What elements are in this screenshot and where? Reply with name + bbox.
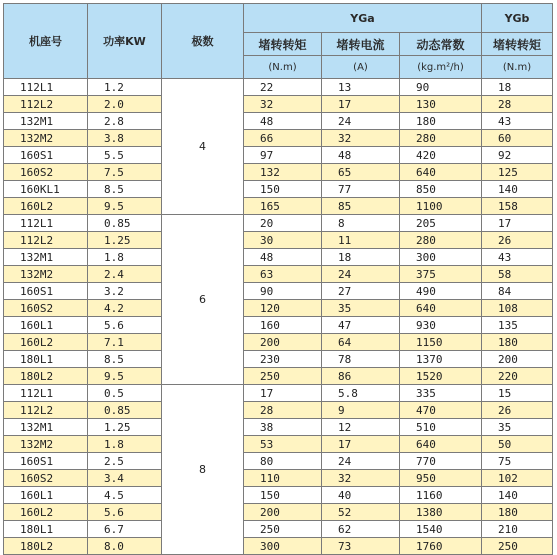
cell-locked-current: 18 — [322, 249, 400, 266]
cell-inertia: 1520 — [400, 368, 482, 385]
cell-locked-torque: 97 — [244, 147, 322, 164]
table-row — [4, 504, 553, 521]
table-row — [4, 521, 553, 538]
cell-locked-torque-b: 108 — [482, 300, 553, 317]
cell-locked-torque: 38 — [244, 419, 322, 436]
header-locked-torque: 堵转转矩 — [244, 33, 322, 56]
table-row — [4, 419, 553, 436]
cell-power: 2.8 — [88, 113, 162, 130]
cell-power: 5.6 — [88, 504, 162, 521]
table-row — [4, 79, 553, 96]
cell-locked-current: 47 — [322, 317, 400, 334]
cell-power: 1.8 — [88, 436, 162, 453]
cell-frame: 160S2 — [4, 470, 88, 487]
cell-locked-torque: 165 — [244, 198, 322, 215]
cell-locked-torque: 48 — [244, 113, 322, 130]
cell-locked-torque-b: 35 — [482, 419, 553, 436]
cell-locked-torque: 110 — [244, 470, 322, 487]
cell-locked-torque-b: 210 — [482, 521, 553, 538]
cell-frame: 112L1 — [4, 385, 88, 402]
cell-inertia: 1540 — [400, 521, 482, 538]
cell-locked-current: 48 — [322, 147, 400, 164]
cell-locked-torque-b: 180 — [482, 504, 553, 521]
unit-inertia: (kg.m²/h) — [400, 56, 482, 79]
cell-frame: 132M2 — [4, 436, 88, 453]
cell-locked-torque-b: 17 — [482, 215, 553, 232]
cell-locked-torque: 66 — [244, 130, 322, 147]
cell-inertia: 770 — [400, 453, 482, 470]
cell-inertia: 1160 — [400, 487, 482, 504]
table-row — [4, 436, 553, 453]
cell-power: 0.85 — [88, 402, 162, 419]
spec-table-container — [3, 3, 553, 555]
motor-spec-table — [3, 3, 553, 555]
cell-inertia: 640 — [400, 436, 482, 453]
cell-inertia: 930 — [400, 317, 482, 334]
cell-locked-torque: 150 — [244, 487, 322, 504]
cell-inertia: 280 — [400, 232, 482, 249]
table-row — [4, 453, 553, 470]
cell-locked-current: 32 — [322, 130, 400, 147]
cell-locked-torque-b: 92 — [482, 147, 553, 164]
cell-frame: 112L2 — [4, 96, 88, 113]
cell-locked-torque-b: 250 — [482, 538, 553, 555]
table-row — [4, 181, 553, 198]
table-row — [4, 96, 553, 113]
cell-locked-torque-b: 43 — [482, 249, 553, 266]
table-row — [4, 130, 553, 147]
cell-locked-torque-b: 43 — [482, 113, 553, 130]
cell-locked-torque-b: 102 — [482, 470, 553, 487]
table-row — [4, 283, 553, 300]
cell-power: 0.85 — [88, 215, 162, 232]
table-row — [4, 147, 553, 164]
cell-locked-current: 35 — [322, 300, 400, 317]
cell-locked-current: 62 — [322, 521, 400, 538]
cell-frame: 132M2 — [4, 266, 88, 283]
cell-inertia: 490 — [400, 283, 482, 300]
table-row — [4, 317, 553, 334]
cell-locked-torque-b: 158 — [482, 198, 553, 215]
cell-locked-torque-b: 18 — [482, 79, 553, 96]
cell-power: 3.2 — [88, 283, 162, 300]
header-locked-current: 堵转电流 — [322, 33, 400, 56]
cell-locked-torque-b: 75 — [482, 453, 553, 470]
cell-locked-torque: 28 — [244, 402, 322, 419]
cell-inertia: 1150 — [400, 334, 482, 351]
cell-locked-current: 65 — [322, 164, 400, 181]
cell-locked-torque: 80 — [244, 453, 322, 470]
cell-inertia: 1380 — [400, 504, 482, 521]
cell-locked-torque-b: 58 — [482, 266, 553, 283]
cell-frame: 180L2 — [4, 538, 88, 555]
cell-inertia: 280 — [400, 130, 482, 147]
table-row — [4, 538, 553, 555]
cell-power: 5.6 — [88, 317, 162, 334]
table-row — [4, 215, 553, 232]
cell-power: 1.8 — [88, 249, 162, 266]
cell-frame: 160S2 — [4, 164, 88, 181]
cell-frame: 160S1 — [4, 453, 88, 470]
cell-locked-current: 85 — [322, 198, 400, 215]
cell-power: 3.4 — [88, 470, 162, 487]
cell-frame: 160L1 — [4, 487, 88, 504]
cell-locked-torque-b: 60 — [482, 130, 553, 147]
cell-frame: 132M1 — [4, 419, 88, 436]
cell-frame: 132M2 — [4, 130, 88, 147]
cell-locked-torque: 17 — [244, 385, 322, 402]
cell-locked-current: 77 — [322, 181, 400, 198]
cell-inertia: 850 — [400, 181, 482, 198]
cell-frame: 160L2 — [4, 198, 88, 215]
table-row — [4, 402, 553, 419]
cell-inertia: 180 — [400, 113, 482, 130]
cell-locked-torque-b: 135 — [482, 317, 553, 334]
cell-locked-torque-b: 140 — [482, 181, 553, 198]
cell-inertia: 420 — [400, 147, 482, 164]
table-row — [4, 198, 553, 215]
unit-torque: (N.m) — [244, 56, 322, 79]
cell-locked-current: 13 — [322, 79, 400, 96]
cell-locked-torque: 30 — [244, 232, 322, 249]
cell-locked-torque: 132 — [244, 164, 322, 181]
cell-locked-current: 9 — [322, 402, 400, 419]
cell-locked-torque: 20 — [244, 215, 322, 232]
cell-locked-current: 11 — [322, 232, 400, 249]
cell-frame: 180L2 — [4, 368, 88, 385]
cell-locked-torque: 63 — [244, 266, 322, 283]
cell-power: 8.0 — [88, 538, 162, 555]
table-row — [4, 300, 553, 317]
table-row — [4, 487, 553, 504]
cell-power: 0.5 — [88, 385, 162, 402]
cell-locked-torque-b: 50 — [482, 436, 553, 453]
table-row — [4, 113, 553, 130]
cell-locked-current: 12 — [322, 419, 400, 436]
header-power: 功率KW — [88, 4, 162, 79]
table-row — [4, 368, 553, 385]
cell-locked-torque-b: 15 — [482, 385, 553, 402]
cell-locked-current: 17 — [322, 436, 400, 453]
cell-locked-current: 8 — [322, 215, 400, 232]
table-row — [4, 334, 553, 351]
cell-power: 1.25 — [88, 232, 162, 249]
cell-locked-current: 73 — [322, 538, 400, 555]
cell-frame: 160KL1 — [4, 181, 88, 198]
cell-locked-torque-b: 28 — [482, 96, 553, 113]
cell-locked-torque: 22 — [244, 79, 322, 96]
cell-locked-torque: 250 — [244, 521, 322, 538]
header-inertia: 动态常数 — [400, 33, 482, 56]
cell-frame: 160S1 — [4, 147, 88, 164]
cell-locked-torque-b: 220 — [482, 368, 553, 385]
cell-inertia: 1760 — [400, 538, 482, 555]
cell-locked-torque: 53 — [244, 436, 322, 453]
cell-locked-torque-b: 125 — [482, 164, 553, 181]
cell-frame: 160S2 — [4, 300, 88, 317]
cell-frame: 160L2 — [4, 504, 88, 521]
cell-locked-torque: 230 — [244, 351, 322, 368]
header-yga: YGa — [244, 4, 482, 33]
cell-frame: 132M1 — [4, 249, 88, 266]
cell-frame: 160L2 — [4, 334, 88, 351]
cell-inertia: 90 — [400, 79, 482, 96]
table-header — [4, 4, 553, 79]
cell-locked-current: 78 — [322, 351, 400, 368]
table-row — [4, 266, 553, 283]
cell-locked-current: 27 — [322, 283, 400, 300]
cell-poles: 6 — [162, 215, 244, 385]
cell-frame: 112L2 — [4, 402, 88, 419]
cell-inertia: 1100 — [400, 198, 482, 215]
cell-frame: 112L1 — [4, 215, 88, 232]
header-poles: 极数 — [162, 4, 244, 79]
cell-inertia: 335 — [400, 385, 482, 402]
cell-locked-current: 32 — [322, 470, 400, 487]
cell-frame: 132M1 — [4, 113, 88, 130]
cell-inertia: 640 — [400, 164, 482, 181]
cell-locked-torque-b: 26 — [482, 402, 553, 419]
cell-power: 5.5 — [88, 147, 162, 164]
cell-power: 8.5 — [88, 351, 162, 368]
cell-power: 7.1 — [88, 334, 162, 351]
cell-frame: 160L1 — [4, 317, 88, 334]
cell-power: 4.2 — [88, 300, 162, 317]
cell-locked-torque: 300 — [244, 538, 322, 555]
cell-power: 2.0 — [88, 96, 162, 113]
cell-inertia: 205 — [400, 215, 482, 232]
table-row — [4, 385, 553, 402]
cell-power: 1.2 — [88, 79, 162, 96]
cell-locked-torque: 200 — [244, 334, 322, 351]
cell-frame: 180L1 — [4, 521, 88, 538]
cell-locked-current: 24 — [322, 113, 400, 130]
header-locked-torque-b: 堵转转矩 — [482, 33, 553, 56]
cell-locked-torque: 32 — [244, 96, 322, 113]
cell-locked-current: 5.8 — [322, 385, 400, 402]
cell-locked-torque-b: 140 — [482, 487, 553, 504]
header-ygb: YGb — [482, 4, 553, 33]
table-row — [4, 249, 553, 266]
cell-locked-torque: 120 — [244, 300, 322, 317]
unit-current: (A) — [322, 56, 400, 79]
cell-locked-current: 64 — [322, 334, 400, 351]
cell-poles: 4 — [162, 79, 244, 215]
unit-torque-b: (N.m) — [482, 56, 553, 79]
cell-locked-torque-b: 200 — [482, 351, 553, 368]
cell-locked-current: 24 — [322, 453, 400, 470]
cell-inertia: 950 — [400, 470, 482, 487]
cell-inertia: 640 — [400, 300, 482, 317]
cell-power: 9.5 — [88, 198, 162, 215]
cell-frame: 112L1 — [4, 79, 88, 96]
cell-locked-torque: 90 — [244, 283, 322, 300]
cell-locked-torque: 250 — [244, 368, 322, 385]
cell-frame: 180L1 — [4, 351, 88, 368]
cell-frame: 112L2 — [4, 232, 88, 249]
cell-power: 8.5 — [88, 181, 162, 198]
cell-locked-current: 86 — [322, 368, 400, 385]
cell-power: 9.5 — [88, 368, 162, 385]
cell-inertia: 375 — [400, 266, 482, 283]
cell-inertia: 300 — [400, 249, 482, 266]
cell-locked-torque: 150 — [244, 181, 322, 198]
table-row — [4, 351, 553, 368]
cell-inertia: 1370 — [400, 351, 482, 368]
cell-power: 3.8 — [88, 130, 162, 147]
cell-power: 2.4 — [88, 266, 162, 283]
table-body — [4, 79, 553, 555]
cell-locked-current: 17 — [322, 96, 400, 113]
cell-poles: 8 — [162, 385, 244, 555]
cell-locked-torque-b: 84 — [482, 283, 553, 300]
cell-power: 1.25 — [88, 419, 162, 436]
cell-inertia: 130 — [400, 96, 482, 113]
cell-locked-current: 40 — [322, 487, 400, 504]
cell-locked-torque: 48 — [244, 249, 322, 266]
cell-locked-torque: 200 — [244, 504, 322, 521]
table-row — [4, 164, 553, 181]
cell-inertia: 510 — [400, 419, 482, 436]
cell-locked-current: 24 — [322, 266, 400, 283]
cell-power: 4.5 — [88, 487, 162, 504]
cell-locked-torque-b: 180 — [482, 334, 553, 351]
cell-power: 6.7 — [88, 521, 162, 538]
cell-inertia: 470 — [400, 402, 482, 419]
cell-locked-current: 52 — [322, 504, 400, 521]
cell-locked-torque-b: 26 — [482, 232, 553, 249]
cell-power: 7.5 — [88, 164, 162, 181]
table-row — [4, 232, 553, 249]
cell-locked-torque: 160 — [244, 317, 322, 334]
cell-frame: 160S1 — [4, 283, 88, 300]
table-row — [4, 470, 553, 487]
cell-power: 2.5 — [88, 453, 162, 470]
header-frame: 机座号 — [4, 4, 88, 79]
